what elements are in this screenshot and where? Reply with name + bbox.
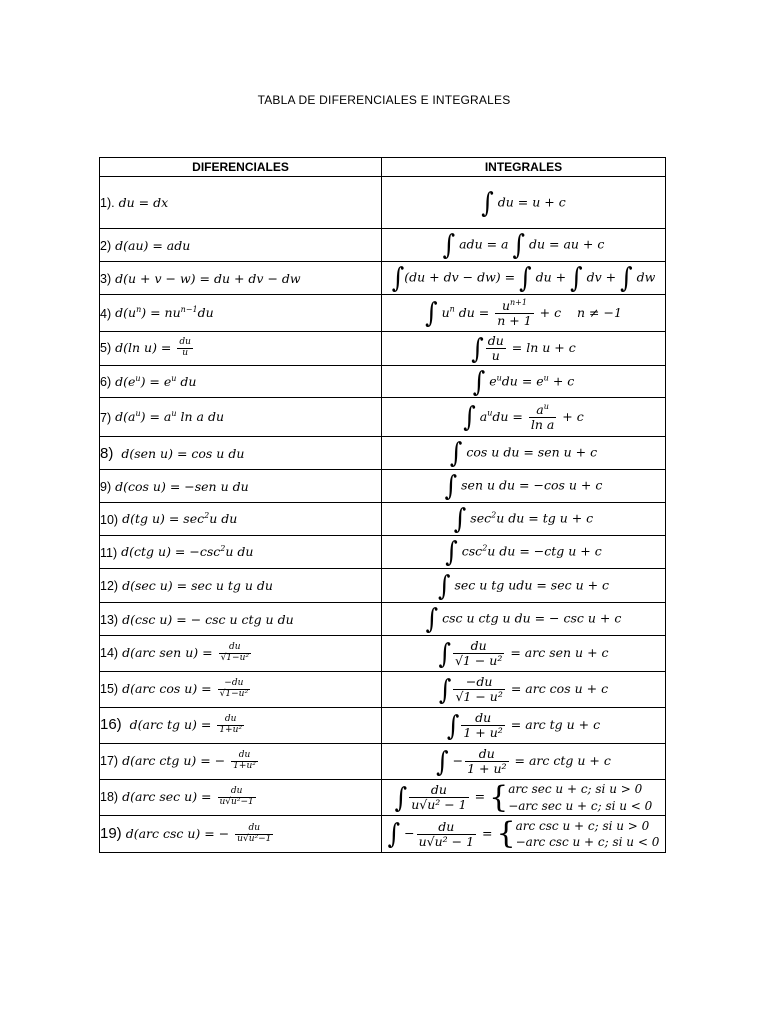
integral-sign: ∫ bbox=[463, 400, 476, 434]
differential-cell: 5) d(ln u) = $\frac{du}{u}$ bbox=[100, 332, 382, 366]
integral-cell: ∫(du + dv − dw) = ∫ du + ∫ dv + ∫ dw bbox=[382, 262, 666, 295]
table-row bbox=[100, 470, 666, 503]
integral-cell: ∫ $\sec^2u$ du = tg u + c bbox=[382, 503, 666, 536]
differential-cell: 9) d(cos u) = −sen u du bbox=[100, 470, 382, 503]
table-row bbox=[100, 780, 666, 816]
differential-cell: 13) d(csc u) = − csc u ctg u du bbox=[100, 603, 382, 636]
table-row bbox=[100, 229, 666, 262]
integral-sign: ∫ bbox=[444, 469, 458, 503]
integral-sign: ∫ bbox=[512, 228, 525, 262]
table-row bbox=[100, 744, 666, 780]
integral-sign: ∫ bbox=[442, 228, 456, 262]
integral-sign: ∫ bbox=[472, 365, 486, 398]
differential-cell: 10) d(tg $u) = \sec^2u$ du bbox=[100, 503, 382, 536]
integral-sign: ∫ bbox=[436, 745, 449, 778]
integral-cell: ∫ − $\frac{du}{\text{1 + u²}}$ = arc ctg u + c bbox=[382, 744, 666, 780]
integral-cell: ∫ $\frac{-du}{\text{√1 − u²}}$ = arc cos u + c bbox=[382, 672, 666, 708]
differential-cell: 2) d(au) = adu bbox=[100, 229, 382, 262]
differential-cell: 3) d(u + v − w) = du + dv − dw bbox=[100, 262, 382, 295]
table-row bbox=[100, 295, 666, 332]
header-integrales: INTEGRALES bbox=[382, 158, 666, 177]
integral-sign: ∫ bbox=[425, 602, 439, 636]
differential-cell: 12) d(sec u) = sec u tg u du bbox=[100, 569, 382, 603]
table-header-row bbox=[100, 158, 666, 177]
integral-cell: ∫ $e^udu = e^u + c$ bbox=[382, 366, 666, 398]
integral-cell: ∫ du = u + c bbox=[382, 177, 666, 229]
integral-sign: ∫ bbox=[471, 332, 484, 365]
formula-table bbox=[99, 157, 666, 853]
differential-cell: 1). du = dx bbox=[100, 177, 382, 229]
table-row bbox=[100, 332, 666, 366]
table-row bbox=[100, 708, 666, 744]
integral-sign: ∫ bbox=[620, 261, 633, 295]
integral-cell: ∫ $a^udu$ = $\frac{a^u}{\text{ln a}}$ + c bbox=[382, 398, 666, 437]
differential-cell: 8) d(sen u) = cos u du bbox=[100, 437, 382, 470]
table-row bbox=[100, 636, 666, 672]
integral-sign: ∫ bbox=[437, 569, 451, 602]
integral-cell: ∫ − $\frac{du}{\text{u√u² − 1}}$ = {arc csc u + c; si u > 0 −arc csc u + c; si u < 0 bbox=[382, 816, 666, 853]
differential-cell: 11) d(ctg $u) = -\csc^2u$ du bbox=[100, 536, 382, 569]
table-row bbox=[100, 177, 666, 229]
integral-cell: ∫ $\frac{du}{\text{u√u² − 1}}$ = {arc sec u + c; si u > 0 −arc sec u + c; si u < 0 bbox=[382, 780, 666, 816]
integral-sign: ∫ bbox=[519, 261, 532, 295]
differential-cell: 6) $d(e^u) = e^u$ du bbox=[100, 366, 382, 398]
integral-sign: ∫ bbox=[481, 186, 494, 219]
integral-sign: ∫ bbox=[438, 637, 451, 670]
integral-cell: ∫ adu = a ∫ du = au + c bbox=[382, 229, 666, 262]
differential-cell: 17) d(arc ctg u) = − $\frac{du}{\text{1+u²}}$ bbox=[100, 744, 382, 780]
differential-cell: 4) $d(u^n) = nu^{n-1}du$ bbox=[100, 295, 382, 332]
differential-cell: 7) $d(a^u) = a^u$ ln a du bbox=[100, 398, 382, 437]
table-row bbox=[100, 398, 666, 437]
integral-cell: ∫ sen u du = −cos u + c bbox=[382, 470, 666, 503]
page-title: TABLA DE DIFERENCIALES E INTEGRALES bbox=[257, 93, 511, 107]
integral-sign: ∫ bbox=[446, 709, 460, 742]
integral-sign: ∫ bbox=[391, 261, 405, 295]
integral-cell: ∫ $u^n$ du = $\frac{u^{n+1}}{n + 1}$ + c n ≠ −1 bbox=[382, 295, 666, 332]
integral-cell: ∫ $\csc^2u$ du = −ctg u + c bbox=[382, 536, 666, 569]
integral-cell: ∫ cos u du = sen u + c bbox=[382, 437, 666, 470]
table-row bbox=[100, 603, 666, 636]
integral-cell: ∫ $\frac{du}{u}$ = ln u + c bbox=[382, 332, 666, 366]
integral-cell: ∫ csc u ctg u du = − csc u + c bbox=[382, 603, 666, 636]
integral-sign: ∫ bbox=[445, 535, 458, 569]
table-row bbox=[100, 536, 666, 569]
differential-cell: 15) d(arc cos u) = $\frac{-du}{\text{√1−u²}}$ bbox=[100, 672, 382, 708]
table-row bbox=[100, 437, 666, 470]
differential-cell: 14) d(arc sen u) = $\frac{du}{\text{√1−u²}}$ bbox=[100, 636, 382, 672]
differential-cell: 18) d(arc sec u) = $\frac{du}{\text{u√u²−1}}$ bbox=[100, 780, 382, 816]
integral-sign: ∫ bbox=[570, 261, 583, 295]
header-diferenciales: DIFERENCIALES bbox=[100, 158, 382, 177]
table-row bbox=[100, 262, 666, 295]
table-row bbox=[100, 503, 666, 536]
integral-cell: ∫ $\frac{du}{\text{√1 − u²}}$ = arc sen u + c bbox=[382, 636, 666, 672]
integral-sign: ∫ bbox=[394, 781, 408, 814]
integral-cell: ∫ sec u tg udu = sec u + c bbox=[382, 569, 666, 603]
integral-sign: ∫ bbox=[425, 296, 438, 330]
differential-cell: 19) d(arc csc u) = − $\frac{du}{\text{u√u²−1}}$ bbox=[100, 816, 382, 853]
integral-cell: ∫ $\frac{du}{\text{1 + u²}}$ = arc tg u + c bbox=[382, 708, 666, 744]
integral-sign: ∫ bbox=[387, 817, 401, 851]
integral-sign: ∫ bbox=[438, 673, 452, 706]
integral-sign: ∫ bbox=[453, 502, 467, 536]
differential-cell: 16) d(arc tg u) = $\frac{du}{\text{1+u²}}$ bbox=[100, 708, 382, 744]
table-row bbox=[100, 816, 666, 853]
table-row bbox=[100, 569, 666, 603]
table-row bbox=[100, 672, 666, 708]
integral-sign: ∫ bbox=[449, 436, 463, 470]
table-row bbox=[100, 366, 666, 398]
